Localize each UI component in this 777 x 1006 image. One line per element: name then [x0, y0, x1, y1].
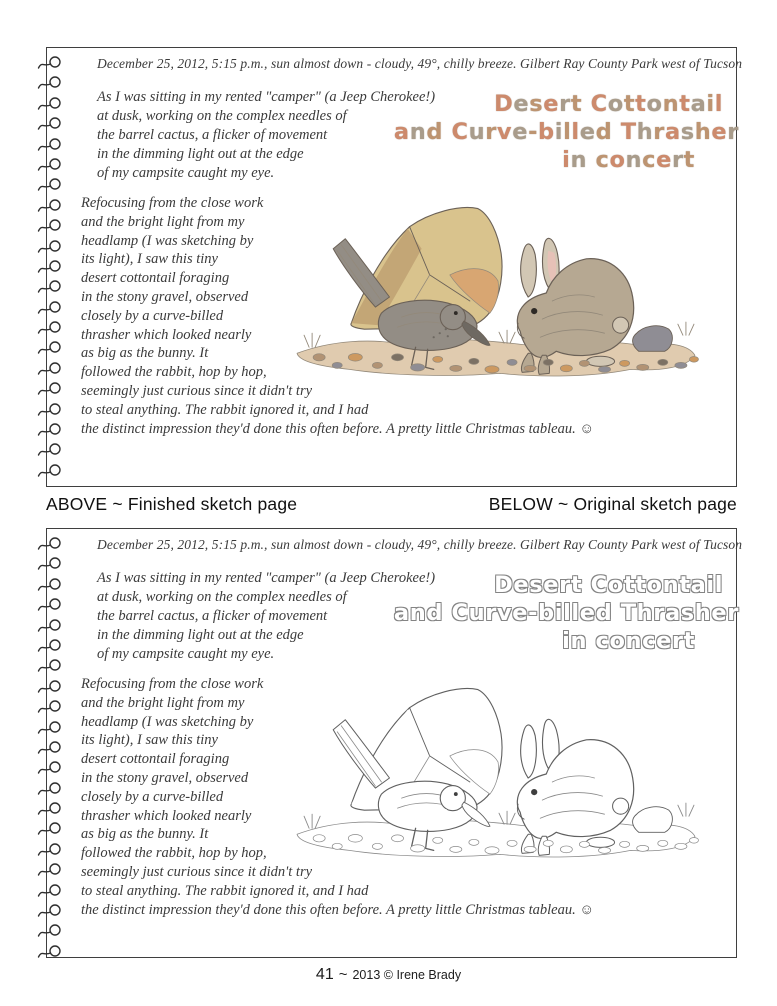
binding-ring-icon: [37, 462, 64, 478]
caption-row: [46, 494, 737, 515]
handwritten-line: to steal anything. The rabbit ignored it, and I had: [81, 401, 369, 418]
illustrated-title-line: in concert: [562, 628, 695, 654]
illustrated-title-line: Desert Cottontail: [494, 572, 723, 598]
illustrated-title-line: Desert Cottontail: [494, 91, 723, 117]
handwritten-line: Refocusing from the close work: [81, 676, 264, 692]
handwritten-line: and the bright light from my: [81, 213, 245, 230]
binding-ring-icon: [37, 278, 64, 294]
handwritten-line: thrasher which looked nearly: [81, 326, 252, 343]
binding-ring-icon: [37, 943, 64, 959]
illustrated-title-line: and Curve-billed Thrasher: [393, 600, 739, 626]
binding-ring-icon: [37, 441, 64, 457]
handwritten-line: closely by a curve-billed: [81, 788, 224, 805]
binding-ring-icon: [37, 841, 64, 857]
illustrated-title-line: and Curve-billed Thrasher: [393, 119, 739, 145]
handwritten-line: headlamp (I was sketching by: [81, 713, 254, 730]
handwritten-line: As I was sitting in my rented "camper" (a Jeep Cherokee!): [97, 570, 436, 586]
binding-ring-icon: [37, 115, 64, 131]
binding-ring-icon: [37, 360, 64, 376]
handwritten-line: seemingly just curious since it didn't try: [81, 382, 313, 399]
binding-ring-icon: [37, 217, 64, 233]
binding-ring-icon: [37, 617, 64, 633]
binding-ring-icon: [37, 596, 64, 612]
binding-ring-icon: [37, 258, 64, 274]
illustrated-title: [385, 571, 739, 655]
handwritten-line: its light), I saw this tiny: [81, 732, 218, 749]
binding-ring-icon: [37, 197, 64, 213]
binding-ring-icon: [37, 820, 64, 836]
handwritten-line: the barrel cactus, a flicker of movement: [97, 127, 328, 143]
binding-ring-icon: [37, 401, 64, 417]
binding-ring-icon: [37, 136, 64, 152]
binding-ring-icon: [37, 657, 64, 673]
binding-ring-icon: [37, 555, 64, 571]
illustrated-title: [385, 90, 739, 174]
binding-ring-icon: [37, 739, 64, 755]
handwritten-line: Refocusing from the close work: [81, 195, 264, 211]
spiral-binding: [37, 535, 65, 959]
binding-ring-icon: [37, 780, 64, 796]
handwritten-line: at dusk, working on the complex needles of: [97, 108, 347, 124]
original-sketch-page: [46, 528, 743, 958]
handwritten-line: in the stony gravel, observed: [81, 288, 249, 305]
binding-ring-icon: [37, 176, 64, 192]
binding-ring-icon: [37, 238, 64, 254]
binding-ring-icon: [37, 800, 64, 816]
binding-ring-icon: [37, 922, 64, 938]
page-number: 41: [315, 966, 334, 983]
handwritten-line: in the dimming light out at the edge: [97, 146, 304, 162]
handwritten-line: followed the rabbit, hop by hop,: [81, 364, 267, 381]
binding-ring-icon: [37, 339, 64, 355]
handwritten-line: headlamp (I was sketching by: [81, 232, 254, 249]
caption-below: BELOW ~ Original sketch page: [488, 494, 737, 514]
handwritten-line: as big as the bunny. It: [81, 345, 209, 362]
handwritten-line: the barrel cactus, a flicker of movement: [97, 608, 328, 624]
handwritten-line: seemingly just curious since it didn't try: [81, 863, 313, 880]
handwritten-line: in the dimming light out at the edge: [97, 627, 304, 643]
handwritten-line: its light), I saw this tiny: [81, 251, 218, 268]
binding-ring-icon: [37, 54, 64, 70]
handwritten-line: to steal anything. The rabbit ignored it, and I had: [81, 882, 369, 899]
handwritten-line: at dusk, working on the complex needles of: [97, 589, 347, 605]
handwritten-line: the distinct impression they'd done this often before. A pretty little Christmas tableau. ☺: [81, 420, 595, 437]
footer-separator: ~: [338, 966, 348, 983]
handwritten-line: As I was sitting in my rented "camper" (a Jeep Cherokee!): [97, 89, 436, 105]
copyright-notice: 2013 © Irene Brady: [352, 968, 462, 982]
journal-date-line: December 25, 2012, 5:15 p.m., sun almost down - cloudy, 49°, chilly breeze. Gilbert Ray County Park west of Tucson: [97, 56, 743, 71]
binding-ring-icon: [37, 535, 64, 551]
binding-ring-icon: [37, 299, 64, 315]
handwritten-line: closely by a curve-billed: [81, 307, 224, 324]
handwritten-line: of my campsite caught my eye.: [97, 165, 275, 181]
caption-above: ABOVE ~ Finished sketch page: [46, 494, 298, 514]
handwritten-line: desert cottontail foraging: [81, 751, 230, 768]
binding-ring-icon: [37, 319, 64, 335]
binding-ring-icon: [37, 380, 64, 396]
handwritten-line: of my campsite caught my eye.: [97, 646, 275, 662]
binding-ring-icon: [37, 882, 64, 898]
binding-ring-icon: [37, 678, 64, 694]
binding-ring-icon: [37, 698, 64, 714]
spiral-binding: [37, 54, 65, 478]
handwritten-line: in the stony gravel, observed: [81, 769, 249, 786]
binding-ring-icon: [37, 74, 64, 90]
handwritten-line: and the bright light from my: [81, 694, 245, 711]
journal-date-line: December 25, 2012, 5:15 p.m., sun almost down - cloudy, 49°, chilly breeze. Gilbert Ray County Park west of Tucson: [97, 537, 743, 552]
binding-ring-icon: [37, 95, 64, 111]
watercolor-illustration-cottontail-thrasher: [289, 204, 701, 386]
binding-ring-icon: [37, 902, 64, 918]
page-footer: [0, 966, 777, 984]
handwritten-line: desert cottontail foraging: [81, 270, 230, 287]
binding-ring-icon: [37, 759, 64, 775]
illustrated-title-line: in concert: [562, 147, 695, 173]
handwritten-line: as big as the bunny. It: [81, 826, 209, 843]
binding-ring-icon: [37, 637, 64, 653]
binding-ring-icon: [37, 576, 64, 592]
binding-ring-icon: [37, 861, 64, 877]
line-art-illustration-cottontail-thrasher: [289, 685, 701, 867]
handwritten-line: followed the rabbit, hop by hop,: [81, 845, 267, 862]
binding-ring-icon: [37, 421, 64, 437]
finished-sketch-page: [46, 47, 743, 487]
handwritten-line: thrasher which looked nearly: [81, 807, 252, 824]
binding-ring-icon: [37, 156, 64, 172]
binding-ring-icon: [37, 719, 64, 735]
handwritten-line: the distinct impression they'd done this often before. A pretty little Christmas tableau. ☺: [81, 901, 595, 918]
